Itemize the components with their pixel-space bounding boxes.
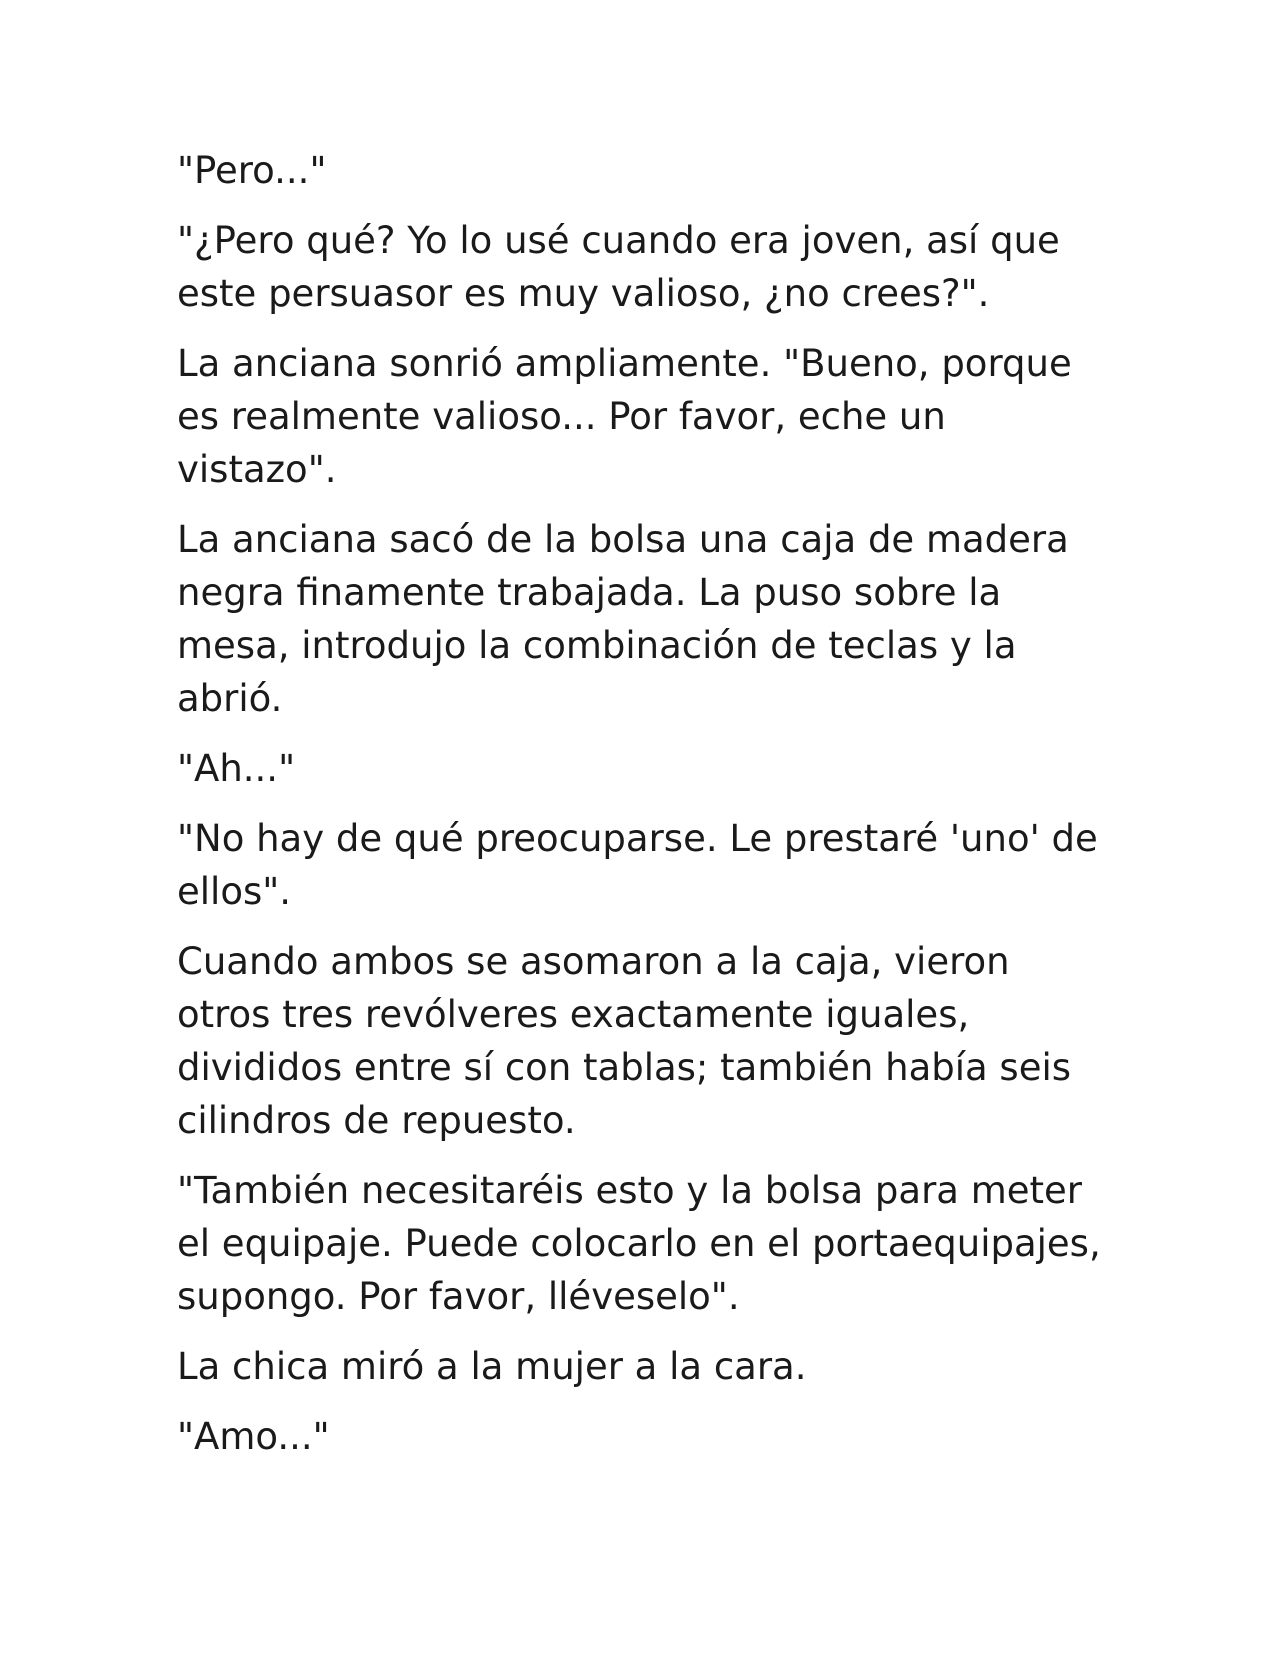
- paragraph: La anciana sacó de la bolsa una caja de madera negra finamente trabajada. La puso sobre la mesa, introdujo la combinación de teclas y la abrió.: [177, 518, 1069, 720]
- paragraph: "También necesitaréis esto y la bolsa para meter el equipaje. Puede colocarlo en el portaequipajes, supongo. Por favor, lléveselo".: [177, 1169, 1101, 1318]
- paragraph: "Amo...": [177, 1415, 330, 1458]
- paragraph: La anciana sonrió ampliamente. "Bueno, porque es realmente valioso... Por favor, eche un vistazo".: [177, 342, 1072, 491]
- paragraph: "Ah...": [177, 747, 296, 790]
- paragraph: "No hay de qué preocuparse. Le prestaré 'uno' de ellos".: [177, 817, 1098, 913]
- paragraph: "Pero...": [177, 149, 327, 192]
- paragraph: La chica miró a la mujer a la cara.: [177, 1345, 807, 1388]
- paragraph: Cuando ambos se asomaron a la caja, vieron otros tres revólveres exactamente iguales, divididos entre sí con tablas; también había seis cilindros de repuesto.: [177, 940, 1072, 1142]
- text-body: [177, 144, 1107, 1480]
- paragraph: "¿Pero qué? Yo lo usé cuando era joven, así que este persuasor es muy valioso, ¿no crees?".: [177, 219, 1060, 315]
